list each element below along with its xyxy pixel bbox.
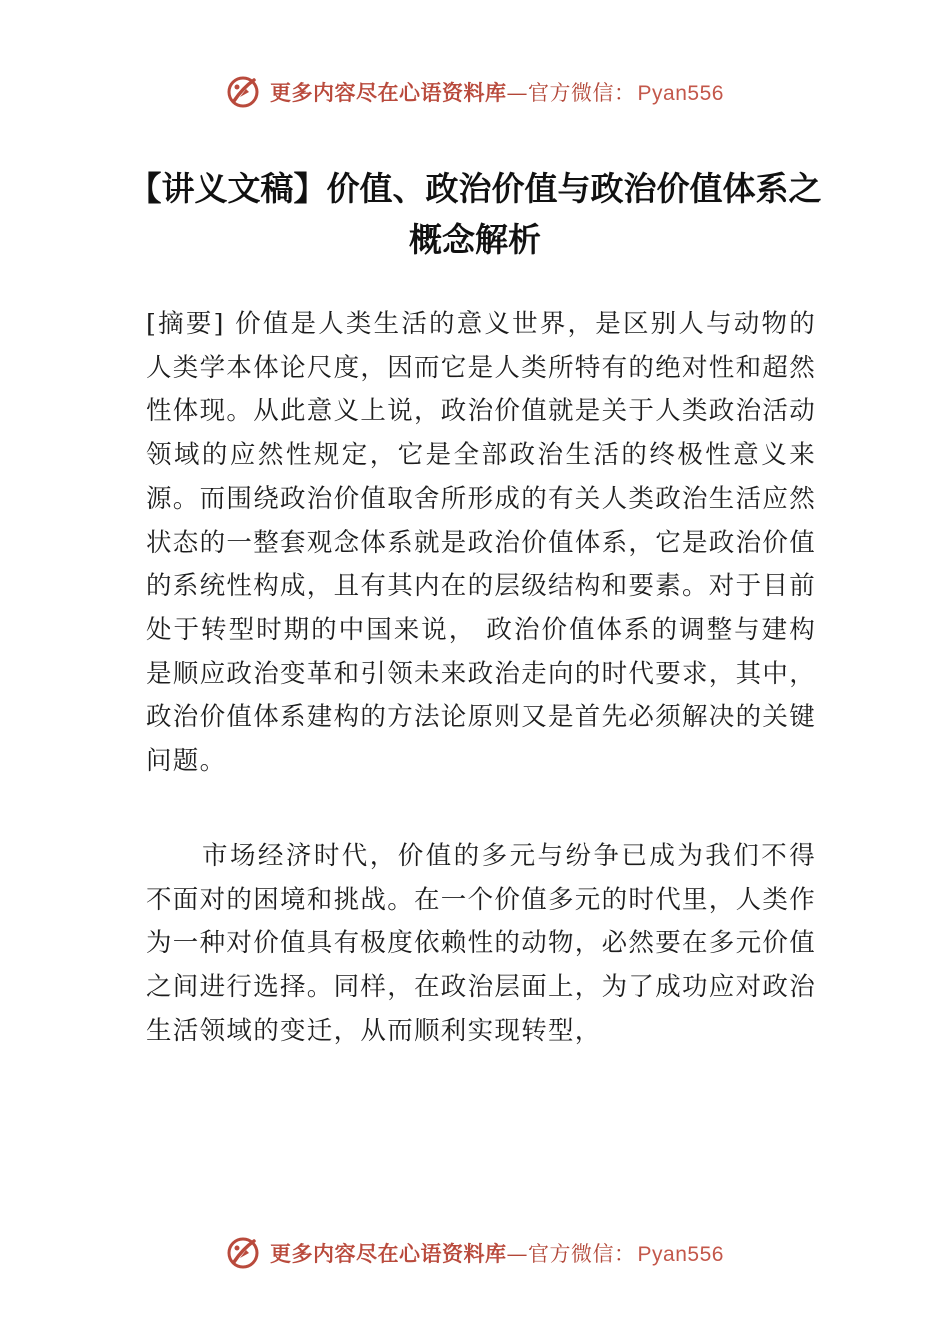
- wechat-id: Pyan556: [637, 82, 724, 105]
- banner-sub-text: —官方微信：: [506, 1242, 636, 1266]
- pen-circle-logo-icon: [226, 75, 260, 109]
- document-title: 【讲义文稿】价值、政治价值与政治价值体系之概念解析: [128, 169, 822, 259]
- banner-text: [270, 1238, 724, 1268]
- banner-sub-text: —官方微信：: [506, 81, 636, 105]
- body-paragraph: 市场经济时代，价值的多元与纷争已成为我们不得不面对的困境和挑战。在一个价值多元的时代里，人类作为一种对价值具有极度依赖性的动物，必然要在多元价值之间进行选择。同样，在政治层面上，为了成功应对政治生活领域的变迁，从而顺利实现转型，: [146, 841, 817, 1046]
- wechat-id: Pyan556: [637, 1243, 724, 1266]
- pen-circle-logo-icon: [226, 1236, 260, 1270]
- banner-text: [270, 77, 724, 107]
- header-banner: [0, 72, 950, 112]
- footer-banner: [0, 1233, 950, 1273]
- banner-main-text: 更多内容尽在心语资料库: [270, 80, 507, 105]
- banner-main-text: 更多内容尽在心语资料库: [270, 1241, 507, 1266]
- abstract-paragraph: [摘要] 价值是人类生活的意义世界，是区别人与动物的人类学本体论尺度，因而它是人类所特有的绝对性和超然性体现。从此意义上说，政治价值就是关于人类政治活动领域的应然性规定，它是全部政治生活的终极性意义来源。而围绕政治价值取舍所形成的有关人类政治生活应然状态的一整套观念体系就是政治价值体系，它是政治价值的系统性构成，且有其内在的层级结构和要素。对于目前处于转型时期的中国来说， 政治价值体系的调整与建构是顺应政治变革和引领未来政治走向的时代要求，其中，政治价值体系建构的方法论原则又是首先必须解决的关键问题。: [146, 309, 817, 777]
